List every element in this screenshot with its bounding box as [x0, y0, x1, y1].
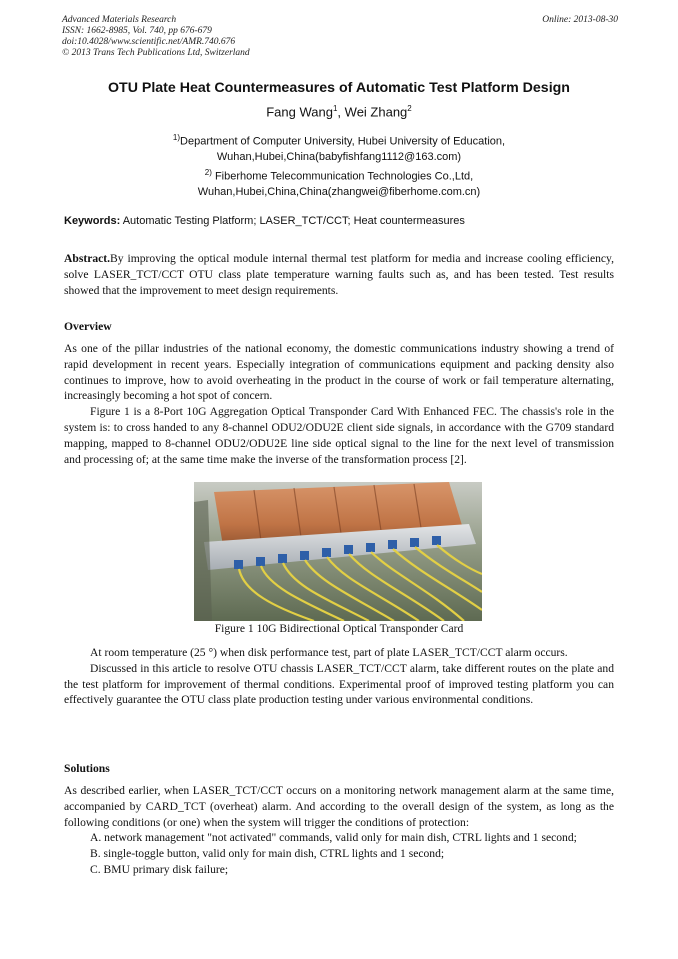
abstract-label: Abstract. — [64, 252, 111, 265]
author-list — [40, 104, 638, 119]
solutions-item-c: C. BMU primary disk failure; — [90, 862, 229, 876]
online-date: Online: 2013-08-30 — [542, 15, 618, 25]
affiliation-1 — [60, 130, 618, 165]
keywords-text: Automatic Testing Platform; LASER_TCT/CCT; Heat countermeasures — [120, 215, 465, 227]
affiliation-2-mark: 2) — [204, 168, 212, 177]
figure-1-caption: Figure 1 10G Bidirectional Optical Transponder Card — [214, 622, 464, 635]
affiliation-2 — [60, 165, 618, 200]
copyright-line: © 2013 Trans Tech Publications Ltd, Switzerland — [62, 48, 250, 58]
abstract — [64, 251, 614, 298]
keywords-label: Keywords: — [64, 215, 121, 227]
overview-paragraph-1: As one of the pillar industries of the national economy, the domestic communications industry showing a trend of rapid development in recent years. Especially integration of communications equipment and packing density also continues to improve, how to avoid overheating in the product in the course of work or fail temperature alternating, increasingly becoming a hot spot of concern. — [64, 342, 614, 403]
affiliation-1-mark: 1) — [172, 133, 181, 142]
journal-header — [62, 15, 618, 59]
paper-title: OTU Plate Heat Countermeasures of Automatic Test Platform Design — [108, 80, 570, 96]
affiliation-1-line-1: Department of Computer University, Hubei University of Education, — [180, 135, 506, 148]
author-separator: , — [337, 104, 345, 120]
figure-1-photo — [194, 482, 482, 621]
author-2-affil-mark: 2 — [407, 104, 412, 113]
solutions-item-a: A. network management "not activated" commands, valid only for main dish, CTRL lights and 1 second; — [90, 831, 577, 845]
overview-paragraph-2: Figure 1 is a 8-Port 10G Aggregation Optical Transponder Card With Enhanced FEC. The chassis's role in the system is: to cross handed to any 8-channel ODU2/ODU2E client side signals, in accordance with the G709 standard mapping, mapped to 8-channel ODU2/ODU2E line side optical signal to the line for the next level of transmission and processing of; at the same time make the inverse of the transformation process [2]. — [64, 405, 614, 466]
issn-line: ISSN: 1662-8985, Vol. 740, pp 676-679 — [62, 26, 212, 36]
solutions-section — [64, 783, 614, 878]
affiliation-2-line-2: Wuhan,Hubei,China,China(zhangwei@fiberhome.com.cn) — [197, 185, 481, 198]
after-figure-text — [64, 645, 614, 708]
section-heading-overview: Overview — [64, 320, 112, 333]
section-heading-solutions: Solutions — [64, 762, 110, 775]
journal-name: Advanced Materials Research — [62, 15, 177, 25]
overview-section — [64, 341, 614, 467]
author-1-affil-mark: 1 — [332, 104, 338, 113]
doi-line: doi:10.4028/www.scientific.net/AMR.740.676 — [62, 37, 236, 47]
author-1: Fang Wang — [266, 104, 333, 120]
solutions-item-b: B. single-toggle button, valid only for main dish, CTRL lights and 1 second; — [90, 847, 445, 861]
affiliation-1-line-2: Wuhan,Hubei,China(babyfishfang1112@163.com) — [216, 150, 462, 163]
author-2: Wei Zhang — [344, 104, 408, 120]
after-figure-paragraph-2: Discussed in this article to resolve OTU chassis LASER_TCT/CCT alarm, take different routes on the plate and the test platform for improvement of thermal conditions. Experimental proof of improved testing platform you can effectively guarantee the OTU class plate production testing under various environmental conditions. — [64, 661, 614, 707]
after-figure-paragraph-1: At room temperature (25 °) when disk performance test, part of plate LASER_TCT/CCT alarm occurs. — [90, 646, 568, 659]
abstract-text: By improving the optical module internal thermal test platform for media and increase cooling efficiency, solve LASER_TCT/CCT OTU class plate temperature warning faults such as, and has been tested. Test results showed that the improvement to meet design requirements. — [64, 252, 614, 297]
keywords — [64, 215, 620, 227]
affiliation-2-line-1: Fiberhome Telecommunication Technologies Co.,Ltd, — [211, 170, 474, 183]
solutions-paragraph-1: As described earlier, when LASER_TCT/CCT occurs on a monitoring network management alarm at the same time, accompanied by CARD_TCT (overheat) alarm. And according to the overall design of the system, as long as the following conditions (or one) when the system will trigger the conditions of protection: — [64, 784, 614, 829]
